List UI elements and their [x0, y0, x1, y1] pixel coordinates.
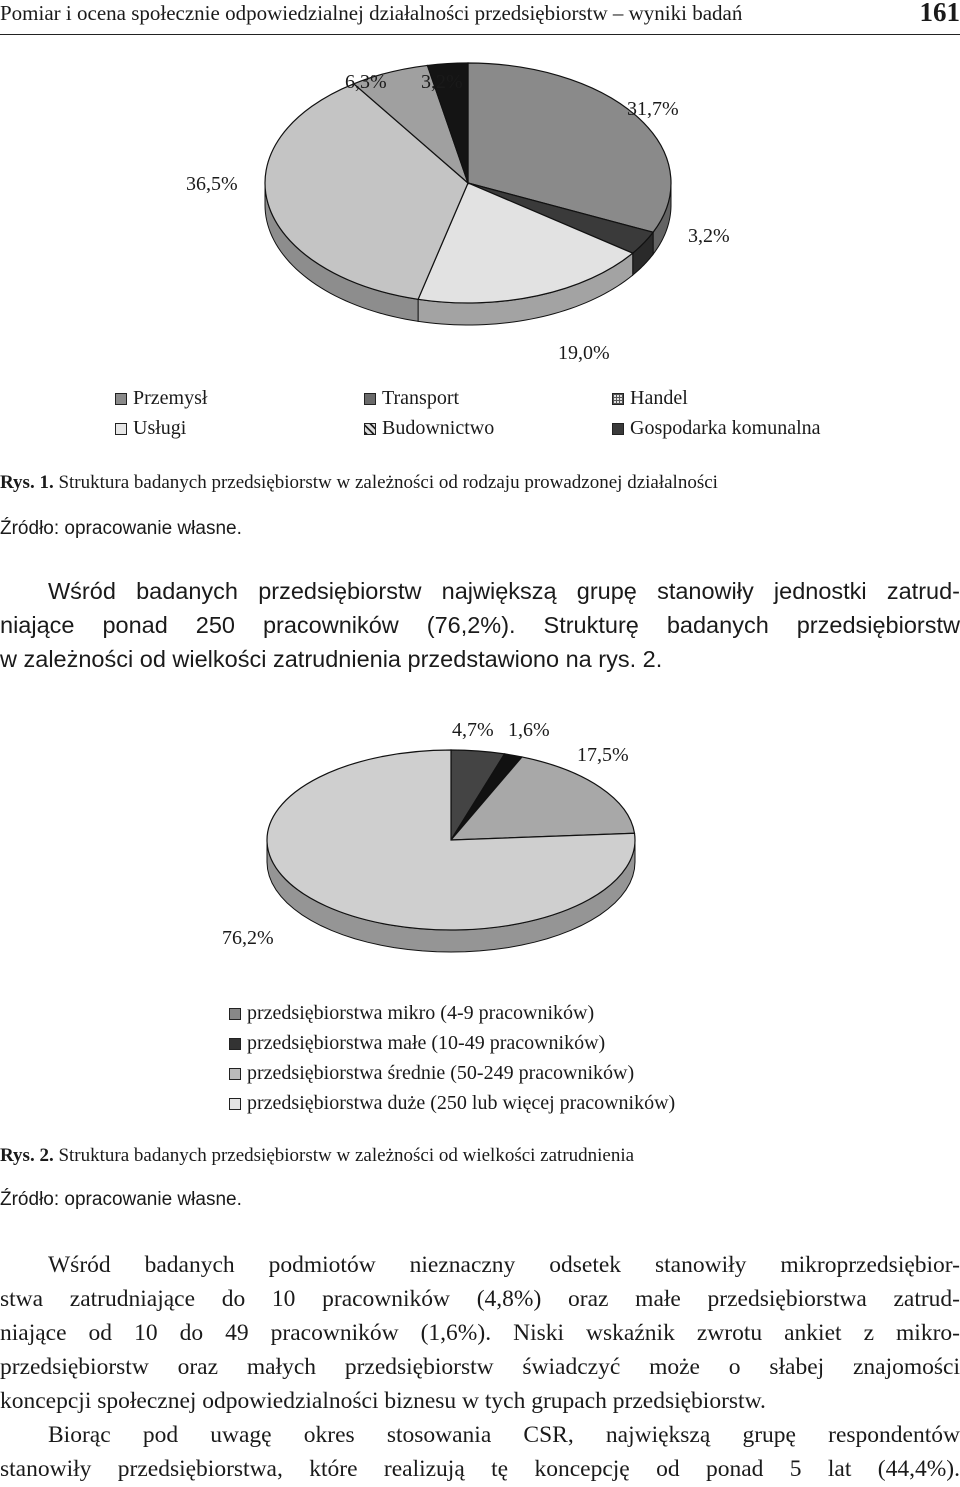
legend-swatch	[229, 1098, 241, 1110]
legend-label: przedsiębiorstwa duże (250 lub więcej pracowników)	[247, 1092, 676, 1114]
legend-swatch	[364, 423, 376, 435]
text-line: koncepcji społecznej odpowiedzialności biznesu w tych grupach przedsiębiorstw.	[0, 1388, 766, 1414]
legend-label: przedsiębiorstwa średnie (50-249 pracowników)	[247, 1062, 635, 1084]
legend-label: Gospodarka komunalna	[630, 417, 821, 439]
text-line: Wśród badanych podmiotów nieznaczny odsetek stanowiły mikroprzedsiębior-	[48, 1252, 960, 1278]
text-line: niające od 10 do 49 pracowników (1,6%). Niski wskaźnik zwrotu ankiet z mikro-	[0, 1320, 960, 1346]
caption-number: Rys. 1.	[0, 472, 54, 493]
paragraph-1	[0, 574, 960, 676]
text-line: stwa zatrudniające do 10 pracowników (4,8%) oraz małe przedsiębiorstwa zatrud-	[0, 1286, 960, 1312]
figure-2-source: Źródło: opracowanie własne.	[0, 1189, 242, 1210]
page-number: 161	[919, 0, 960, 27]
figure-2-pie-chart	[0, 730, 960, 990]
legend-label: Handel	[630, 387, 688, 409]
figure-2-caption	[0, 1145, 634, 1167]
caption-text: Struktura badanych przedsiębiorstw w zależności od wielkości zatrudnienia	[53, 1145, 635, 1166]
text-line: Wśród badanych przedsiębiorstw największą grupę stanowiły jednostki zatrud-	[48, 578, 960, 604]
fig1-label-gospodarka: 3,2%	[688, 225, 730, 247]
legend-item	[364, 417, 494, 440]
figure-1-caption	[0, 472, 718, 494]
legend-label: przedsiębiorstwa mikro (4-9 pracowników)	[247, 1002, 595, 1024]
text-line: niające ponad 250 pracowników (76,2%). Strukturę badanych przedsiębiorstw	[0, 612, 960, 638]
legend-item	[612, 387, 688, 410]
legend-item	[115, 417, 186, 440]
fig1-label-transport: 3,2%	[421, 71, 463, 93]
legend-label: Usługi	[133, 417, 187, 439]
figure-1-source: Źródło: opracowanie własne.	[0, 518, 242, 539]
running-title: Pomiar i ocena społecznie odpowiedzialnej działalności przedsiębiorstw – wyniki badań	[0, 1, 743, 25]
legend-swatch	[229, 1008, 241, 1020]
legend-swatch	[364, 393, 376, 405]
legend-label: Transport	[382, 387, 460, 409]
paragraph-2	[0, 1248, 960, 1486]
legend-label: Przemysł	[133, 387, 208, 409]
fig2-label-duze: 76,2%	[222, 927, 274, 949]
legend-label: przedsiębiorstwa małe (10-49 pracowników)	[247, 1032, 606, 1054]
legend-item	[229, 1032, 605, 1055]
fig1-label-handel: 19,0%	[558, 342, 610, 364]
legend-swatch	[115, 423, 127, 435]
legend-item	[229, 1002, 594, 1025]
legend-item	[612, 417, 821, 440]
legend-label: Budownictwo	[382, 417, 495, 439]
legend-item	[364, 387, 459, 410]
running-header	[0, 0, 960, 35]
legend-swatch	[115, 393, 127, 405]
text-line: przedsiębiorstw oraz małych przedsiębiorstw świadczyć może o słabej znajomości	[0, 1354, 960, 1380]
fig1-label-uslugi: 36,5%	[186, 173, 238, 195]
text-line: stanowiły przedsiębiorstwa, które realizują tę koncepcję od ponad 5 lat (44,4%).	[0, 1456, 960, 1482]
legend-item	[229, 1062, 634, 1085]
caption-text: Struktura badanych przedsiębiorstw w zależności od rodzaju prowadzonej działalności	[53, 472, 718, 493]
figure-1-pie-chart	[0, 60, 960, 440]
legend-swatch	[229, 1038, 241, 1050]
fig1-label-budownictwo: 6,3%	[345, 71, 387, 93]
legend-swatch	[612, 423, 624, 435]
legend-item	[229, 1092, 675, 1115]
legend-item	[115, 387, 207, 410]
caption-number: Rys. 2.	[0, 1145, 54, 1166]
legend-swatch	[229, 1068, 241, 1080]
fig2-label-srednie: 17,5%	[577, 744, 629, 766]
fig1-label-przemysl: 31,7%	[627, 98, 679, 120]
fig2-label-mikro: 4,7%	[452, 719, 494, 741]
text-line: w zależności od wielkości zatrudnienia przedstawiono na rys. 2.	[0, 646, 663, 672]
text-line: Biorąc pod uwagę okres stosowania CSR, największą grupę respondentów	[48, 1422, 960, 1448]
legend-swatch	[612, 393, 624, 405]
fig2-label-male: 1,6%	[508, 719, 550, 741]
